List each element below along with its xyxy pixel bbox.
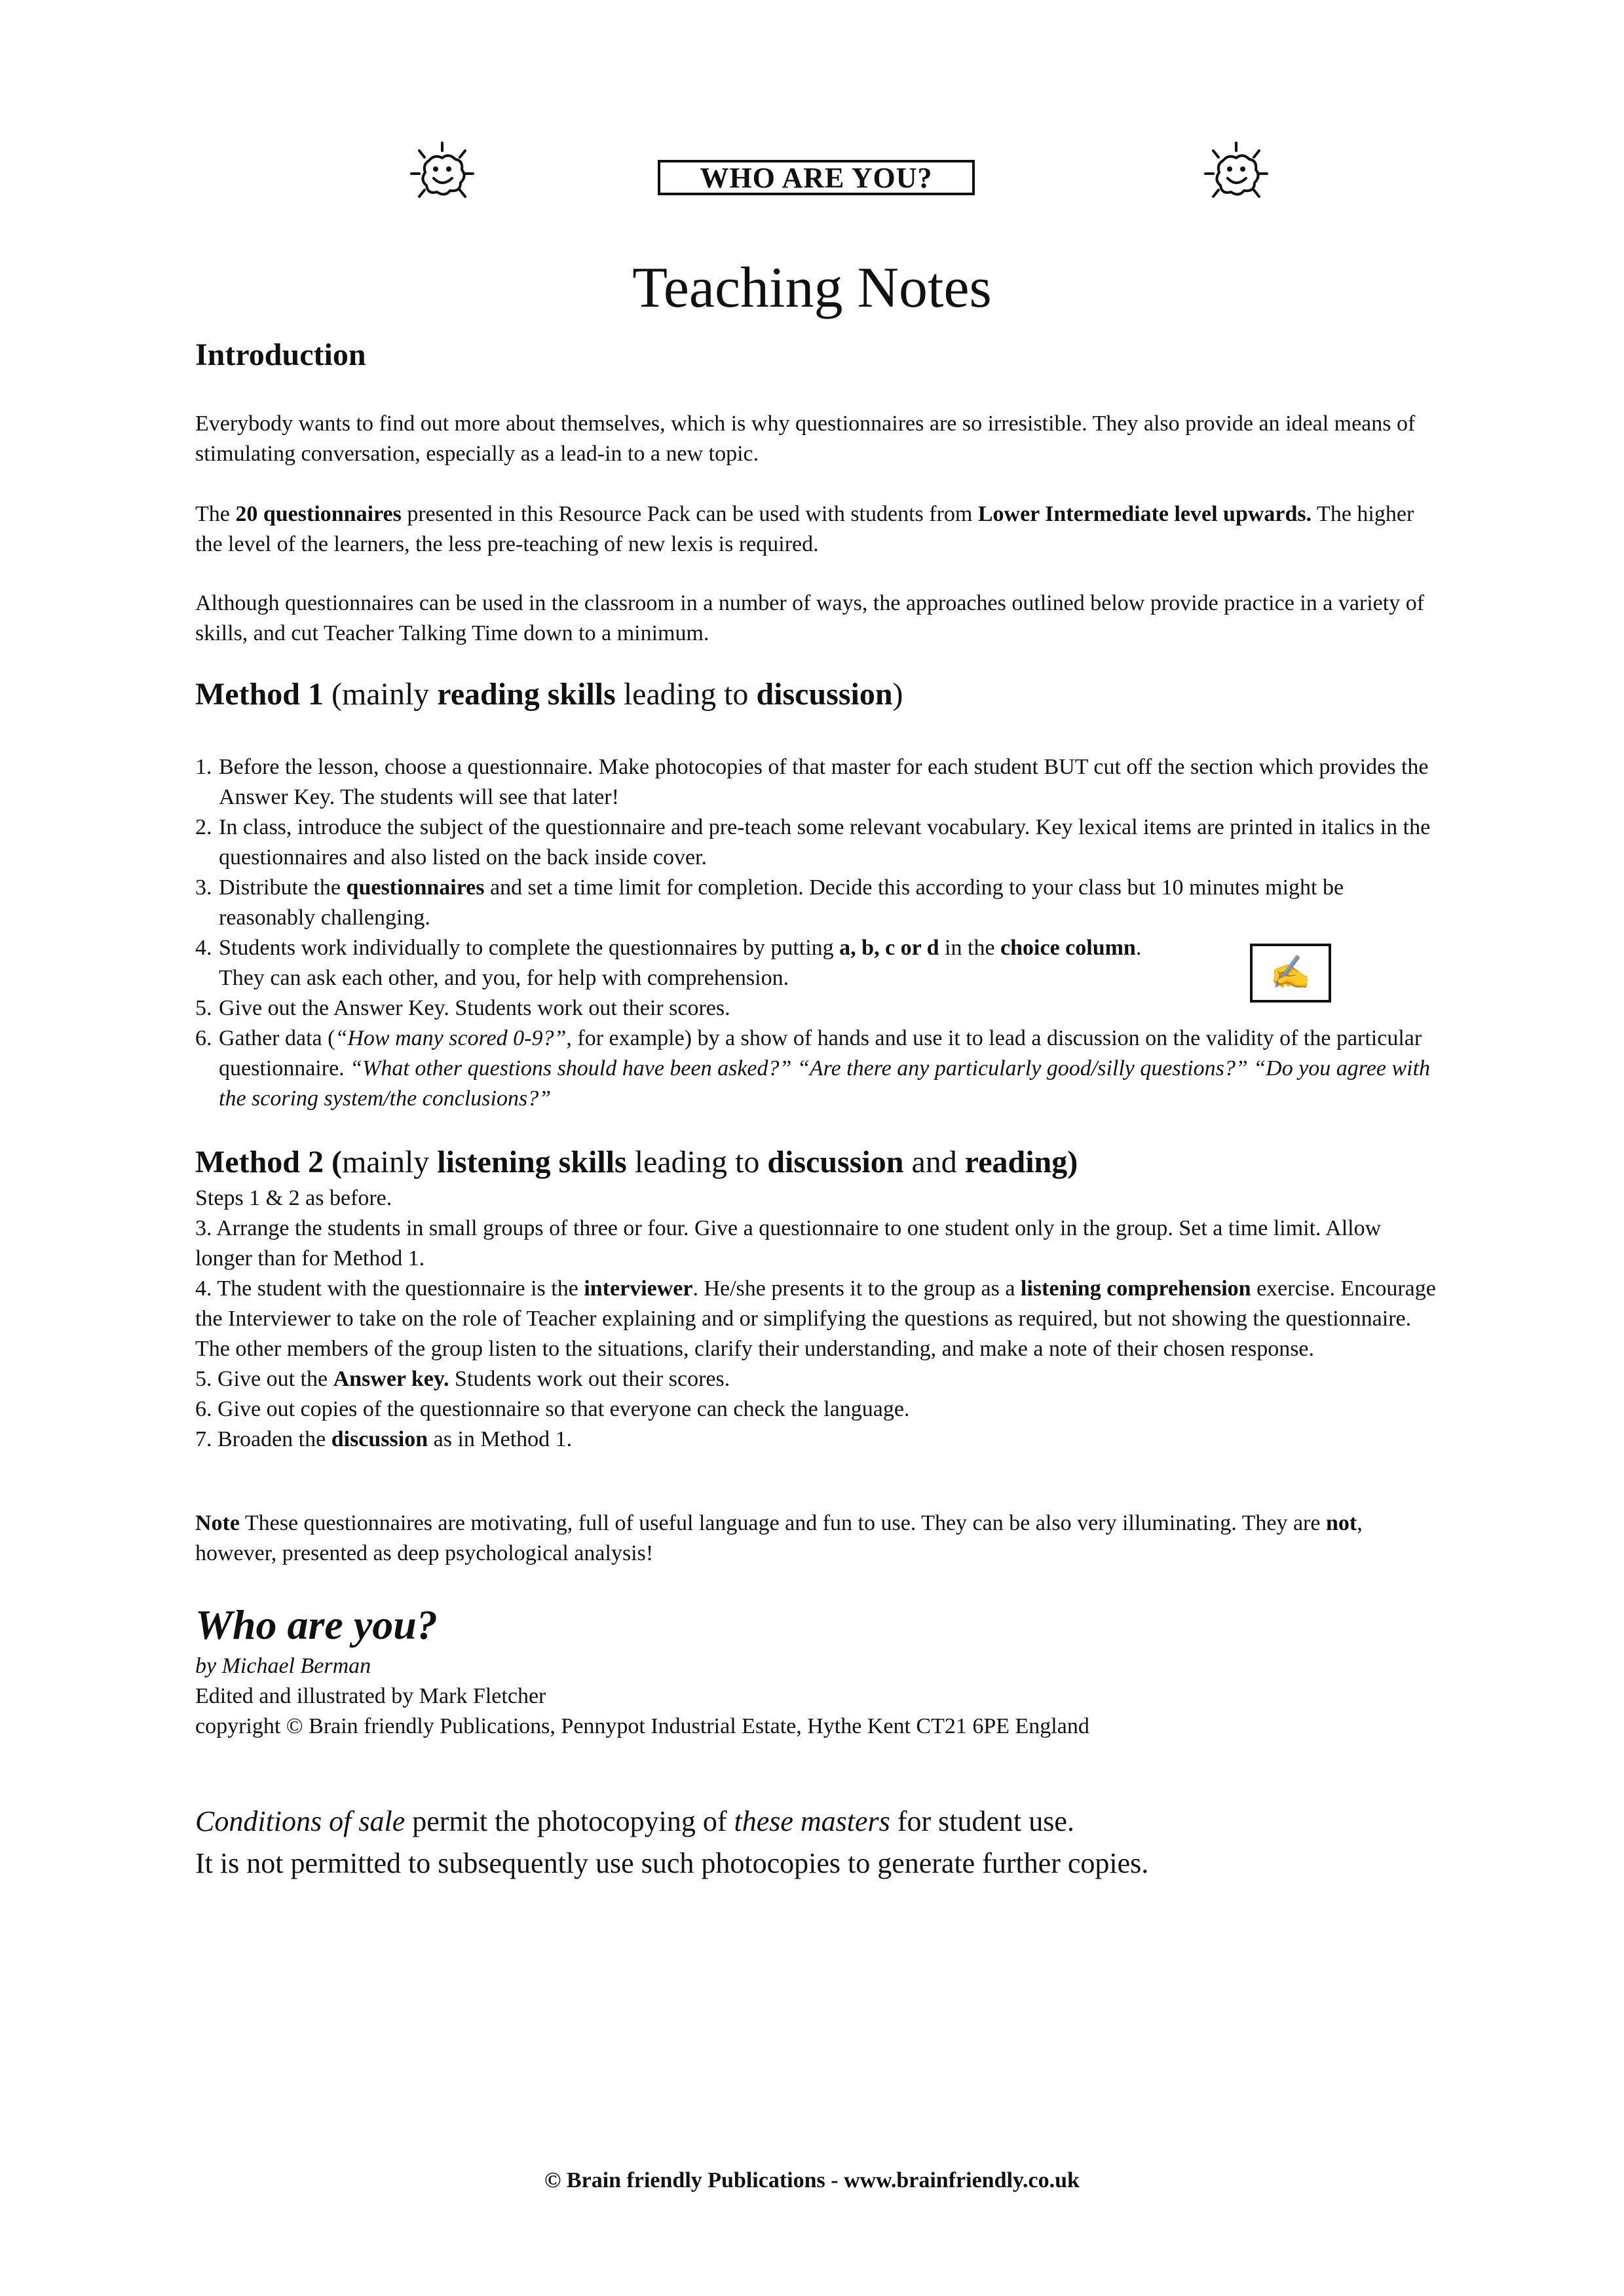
method-2-line: 7. Broaden the discussion as in Method 1.: [195, 1427, 573, 1451]
credits-copyright: copyright © Brain friendly Publications, Pennypot Industrial Estate, Hythe Kent CT21 6PE England: [195, 1714, 1089, 1738]
method-2-line: 5. Give out the Answer key. Students work out their scores.: [195, 1367, 730, 1391]
footer-copyright: © Brain friendly Publications - www.brainfriendly.co.uk: [544, 2168, 1080, 2192]
method-1-step: 6. Gather data (“How many scored 0-9?”, for example) by a show of hands and use it to lead a discussion on the validity of the particular questionnaire. “What other questions should have been asked?” “Are there any particularly good/silly questions?” “Do you agree with the scoring system/the conclusions?”: [195, 1026, 1431, 1111]
method-1-steps: [195, 752, 1440, 1114]
method-1-step: 2. In class, introduce the subject of the questionnaire and pre-teach some relevant vocabulary. Key lexical items are printed in italics in the questionnaires and also listed on the back inside cover.: [195, 815, 1431, 870]
intro-paragraph-2: The 20 questionnaires presented in this Resource Pack can be used with students from Lower Intermediate level upwards. The higher the level of the learners, the less pre-teaching of new lexis is required.: [195, 502, 1414, 556]
method-2-heading: Method 2 (mainly listening skills leading to discussion and reading): [195, 1145, 1078, 1179]
credits-title: Who are you?: [195, 1601, 438, 1648]
intro-paragraph-1: Everybody wants to find out more about themselves, which is why questionnaires are so irresistible. They also provide an ideal means of stimulating conversation, especially as a lead-in to a new topic.: [195, 411, 1416, 466]
credits-editor: Edited and illustrated by Mark Fletcher: [195, 1684, 546, 1708]
writing-hand-icon: ✍: [1250, 944, 1331, 1003]
method-1-step: 5. Give out the Answer Key. Students work out their scores.: [195, 996, 730, 1020]
smiling-sun-icon-left: [400, 131, 485, 216]
method-2-line: 6. Give out copies of the questionnaire so that everyone can check the language.: [195, 1397, 910, 1421]
method-1-step: 4. Students work individually to complete the questionnaires by putting a, b, c or d in the choice column. They can ask each other, and you, for help with comprehension.: [195, 936, 1142, 990]
method-1-heading: Method 1 (mainly reading skills leading to discussion): [195, 677, 903, 712]
method-2-line: Steps 1 & 2 as before.: [195, 1186, 392, 1210]
introduction-heading: Introduction: [195, 337, 366, 372]
conditions-of-sale: [195, 1801, 1148, 1885]
header-badge: WHO ARE YOU?: [658, 160, 975, 195]
method-1-step: 1. Before the lesson, choose a questionnaire. Make photocopies of that master for each student BUT cut off the section which provides the Answer Key. The students will see that later!: [195, 755, 1429, 809]
method-2-line: 3. Arrange the students in small groups of three or four. Give a questionnaire to one student only in the group. Set a time limit. Allow longer than for Method 1.: [195, 1216, 1382, 1271]
conditions-line-1: Conditions of sale permit the photocopying of these masters for student use.: [195, 1805, 1074, 1837]
page-title: Teaching Notes: [632, 256, 992, 320]
credits-block: [195, 1651, 1440, 1742]
smiling-sun-icon-right: [1194, 131, 1279, 216]
method-2-line: 4. The student with the questionnaire is the interviewer. He/she presents it to the group as a listening comprehension exercise. Encourage the Interviewer to take on the role of Teacher explaining and or simplifying the questions as required, but not showing the questionnaire. The other members of the group listen to the situations, clarify their understanding, and make a note of their chosen response.: [195, 1276, 1436, 1361]
method-2-steps: [195, 1183, 1440, 1455]
intro-paragraph-3: Although questionnaires can be used in the classroom in a number of ways, the approaches outlined below provide practice in a variety of skills, and cut Teacher Talking Time down to a minimum.: [195, 591, 1425, 645]
credits-author: by Michael Berman: [195, 1654, 371, 1678]
note-paragraph: Note These questionnaires are motivating, full of useful language and fun to use. They can be also very illuminating. They are not, however, presented as deep psychological analysis!: [195, 1511, 1363, 1565]
conditions-line-2: It is not permitted to subsequently use such photocopies to generate further copies.: [195, 1847, 1149, 1879]
method-1-step: 3. Distribute the questionnaires and set a time limit for completion. Decide this according to your class but 10 minutes might be reasonably challenging.: [195, 875, 1344, 930]
